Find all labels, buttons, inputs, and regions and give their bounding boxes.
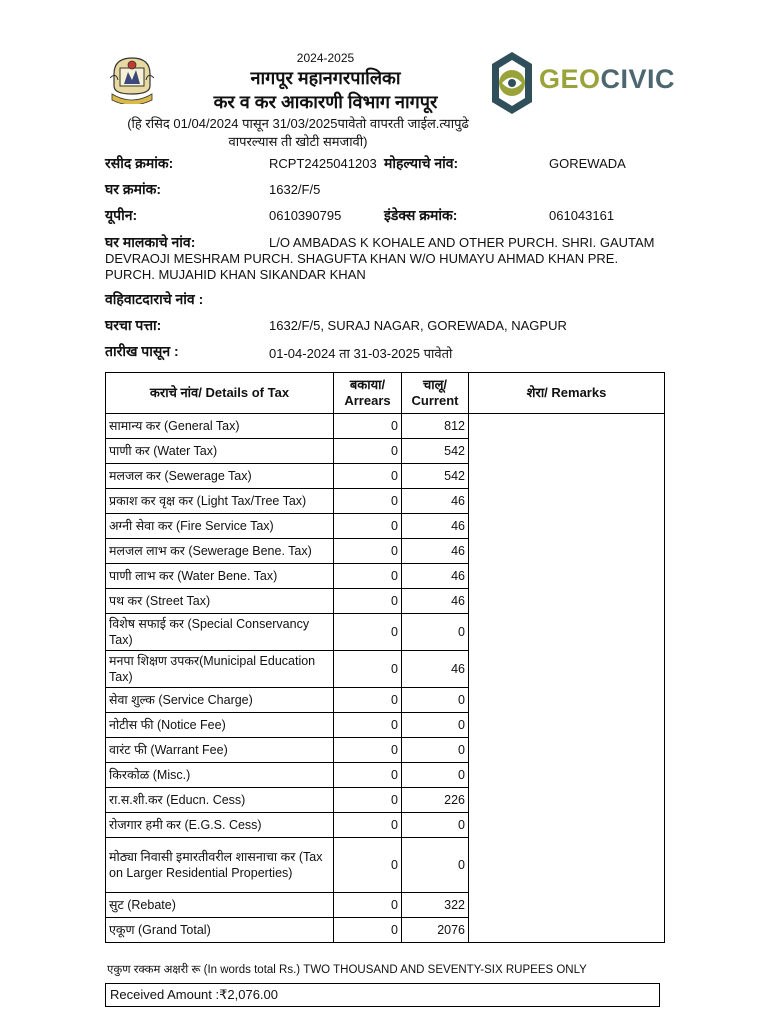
owner-name-line2: DEVRAOJI MESHRAM PURCH. SHAGUFTA KHAN W/O HUMAYU AHMAD KHAN PRE. <box>105 251 619 266</box>
tax-name-cell: रा.स.शी.कर (Educn. Cess) <box>106 788 334 813</box>
house-number-label: घर क्रमांक: <box>105 181 162 197</box>
arrears-cell: 0 <box>334 651 402 688</box>
arrears-cell: 0 <box>334 838 402 893</box>
tax-name-cell: मनपा शिक्षण उपकर(Municipal Education Tax) <box>106 651 334 688</box>
address-label: घरचा पत्ता: <box>105 317 162 333</box>
geocivic-logo-text: GEOCIVIC <box>539 64 676 94</box>
locality: GOREWADA <box>549 156 626 171</box>
arrears-cell: 0 <box>334 688 402 713</box>
arrears-cell: 0 <box>334 514 402 539</box>
current-cell: 226 <box>402 788 469 813</box>
tax-name-cell: सुट (Rebate) <box>106 893 334 918</box>
current-cell: 0 <box>402 813 469 838</box>
table-row <box>106 414 665 439</box>
receipt-number-label: रसीद क्रमांक: <box>105 155 174 171</box>
tax-name-cell: रोजगार हमी कर (E.G.S. Cess) <box>106 813 334 838</box>
current-cell: 812 <box>402 414 469 439</box>
current-cell: 0 <box>402 763 469 788</box>
arrears-cell: 0 <box>334 614 402 651</box>
current-cell: 46 <box>402 564 469 589</box>
remarks-cell <box>469 414 665 943</box>
tax-name-cell: सेवा शुल्क (Service Charge) <box>106 688 334 713</box>
header-details-of-tax: कराचे नांव/ Details of Tax <box>106 373 334 414</box>
arrears-cell: 0 <box>334 489 402 514</box>
arrears-cell: 0 <box>334 414 402 439</box>
upin: 0610390795 <box>269 208 342 223</box>
receipt-number: RCPT2425041203 <box>269 156 377 171</box>
arrears-cell: 0 <box>334 439 402 464</box>
current-cell: 0 <box>402 738 469 763</box>
validity-note-line2: वापरल्यास ती खोटी समजावी) <box>228 134 368 149</box>
tax-name-cell: एकूण (Grand Total) <box>106 918 334 943</box>
current-cell: 46 <box>402 514 469 539</box>
upin-label: यूपीन: <box>105 207 138 223</box>
owner-name-line3: PURCH. MUJAHID KHAN SIKANDAR KHAN <box>105 267 366 282</box>
current-cell: 0 <box>402 688 469 713</box>
index-number-label: इंडेक्स क्रमांक: <box>384 207 458 223</box>
current-cell: 542 <box>402 464 469 489</box>
arrears-cell: 0 <box>334 893 402 918</box>
owner-name-line1: L/O AMBADAS K KOHALE AND OTHER PURCH. SHRI. GAUTAM <box>269 235 655 250</box>
tax-name-cell: वारंट फी (Warrant Fee) <box>106 738 334 763</box>
tax-name-cell: विशेष सफाई कर (Special Conservancy Tax) <box>106 614 334 651</box>
header-remarks: शेरा/ Remarks <box>469 373 665 414</box>
arrears-cell: 0 <box>334 464 402 489</box>
locality-label: मोहल्याचे नांव: <box>384 155 459 171</box>
tax-name-cell: अग्नी सेवा कर (Fire Service Tax) <box>106 514 334 539</box>
amount-in-words: एकुण रक्कम अक्षरी रू (In words total Rs.) TWO THOUSAND AND SEVENTY-SIX RUPEES ONLY <box>107 964 587 976</box>
current-cell: 0 <box>402 614 469 651</box>
arrears-cell: 0 <box>334 918 402 943</box>
occupier-name-label: वहिवाटदाराचे नांव : <box>105 291 204 307</box>
tax-name-cell: मोठ्या निवासी इमारतीवरील शासनाचा कर (Tax on Larger Residential Properties) <box>106 838 334 893</box>
tax-name-cell: पाणी लाभ कर (Water Bene. Tax) <box>106 564 334 589</box>
corporation-title: नागपूर महानगरपालिका <box>250 68 401 88</box>
tax-details-table <box>105 372 665 943</box>
arrears-cell: 0 <box>334 713 402 738</box>
received-amount: Received Amount :₹2,076.00 <box>105 983 660 1007</box>
tax-name-cell: मलजल कर (Sewerage Tax) <box>106 464 334 489</box>
header-arrears: बकाया/ Arrears <box>334 373 402 414</box>
arrears-cell: 0 <box>334 539 402 564</box>
current-cell: 46 <box>402 539 469 564</box>
tax-name-cell: सामान्य कर (General Tax) <box>106 414 334 439</box>
tax-name-cell: किरकोळ (Misc.) <box>106 763 334 788</box>
owner-name-label: घर मालकाचे नांव: <box>105 234 196 250</box>
current-cell: 0 <box>402 838 469 893</box>
current-cell: 2076 <box>402 918 469 943</box>
current-cell: 46 <box>402 651 469 688</box>
tax-table-body <box>106 414 665 943</box>
table-header-row <box>106 373 665 414</box>
geocivic-logo-mark <box>488 50 536 116</box>
arrears-cell: 0 <box>334 813 402 838</box>
arrears-cell: 0 <box>334 788 402 813</box>
period-label: तारीख पासून : <box>105 343 179 359</box>
current-cell: 542 <box>402 439 469 464</box>
current-cell: 322 <box>402 893 469 918</box>
period: 01-04-2024 ता 31-03-2025 पावेतो <box>269 346 453 361</box>
department-title: कर व कर आकारणी विभाग नागपूर <box>213 92 438 112</box>
house-number: 1632/F/5 <box>269 182 321 197</box>
validity-note-line1: (हि रसिद 01/04/2024 पासून 31/03/2025पावेतो वापरती जाईल.त्यापुढे <box>127 116 469 131</box>
arrears-cell: 0 <box>334 738 402 763</box>
index-number: 061043161 <box>549 208 615 223</box>
current-cell: 0 <box>402 713 469 738</box>
current-cell: 46 <box>402 489 469 514</box>
address: 1632/F/5, SURAJ NAGAR, GOREWADA, NAGPUR <box>269 318 567 333</box>
tax-name-cell: पथ कर (Street Tax) <box>106 589 334 614</box>
arrears-cell: 0 <box>334 589 402 614</box>
tax-name-cell: पाणी कर (Water Tax) <box>106 439 334 464</box>
tax-name-cell: नोटीस फी (Notice Fee) <box>106 713 334 738</box>
financial-year: 2024-2025 <box>296 51 355 65</box>
arrears-cell: 0 <box>334 763 402 788</box>
tax-name-cell: मलजल लाभ कर (Sewerage Bene. Tax) <box>106 539 334 564</box>
arrears-cell: 0 <box>334 564 402 589</box>
header-current: चालू/ Current <box>402 373 469 414</box>
tax-name-cell: प्रकाश कर वृक्ष कर (Light Tax/Tree Tax) <box>106 489 334 514</box>
current-cell: 46 <box>402 589 469 614</box>
